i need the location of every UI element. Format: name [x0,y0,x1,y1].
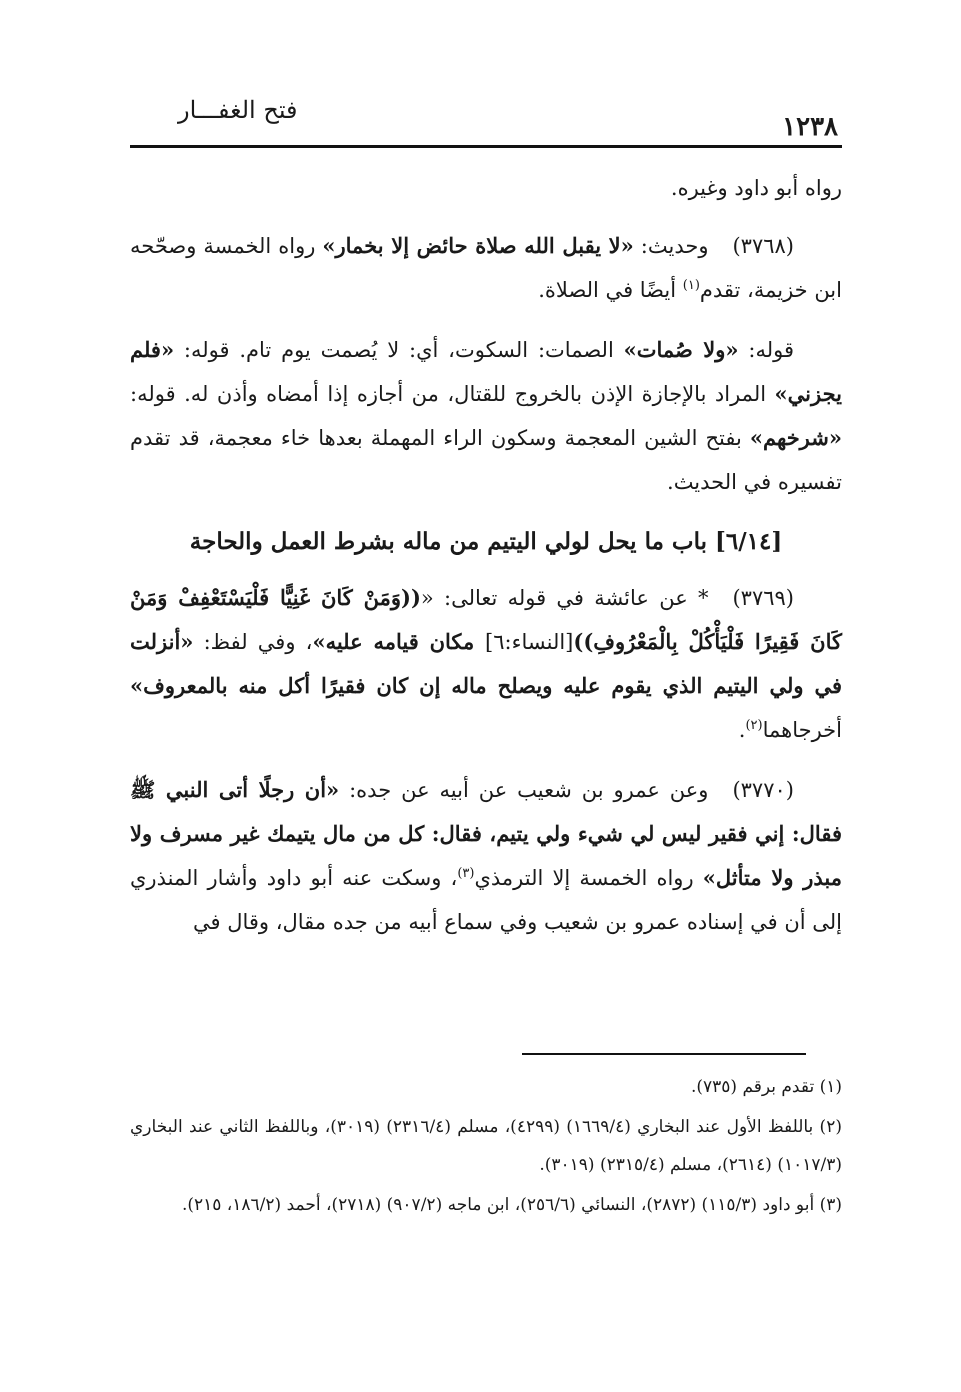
text-run: * عن عائشة في قوله تعالى: « [420,586,709,610]
quoted-term: «فلم يجزني» [130,337,842,406]
hadith-3770 [130,768,842,944]
book-title: فتح الغفـــار [178,96,298,124]
footnote-2: (٢) باللفظ الأول عند البخاري (١٦٦٩/٤) (٤٢٩٩)، مسلم (٢٣١٦/٤) (٣٠١٩)، وباللفظ الثاني عند البخاري (١٠١٧/٣) (٢٦١٤)، مسلم (٢٣١٥/٤) (٣٠١٩). [130,1117,842,1175]
footnote-ref: (١) [682,278,700,293]
hadith-number: (٣٧٧٠) [732,778,794,802]
text-run: أخرجاهما [762,718,842,742]
quoted-term: «ولا صُمات» [623,337,739,362]
text-run: وعن عمرو بن شعيب عن أبيه عن جده: [339,778,709,802]
page-header [130,96,842,148]
footnote-ref: (٣) [457,866,475,881]
text-run: . [738,718,746,742]
hadith-number: (٣٧٦٨) [732,234,794,258]
text-run: بفتح الشين المعجمة وسكون الراء المهملة بعدها خاء معجمة، قد تقدم تفسيره في الحديث. [130,426,842,494]
header-rule [130,145,842,148]
chapter-heading: [٦/١٤] باب ما يحل لولي اليتيم من ماله بشرط العمل والحاجة [189,528,783,555]
hadith-quote: «أن رجلًا أتى النبي ﷺ فقال: إني فقير ليس لي شيء ولي يتيم، فقال: كل من مال يتيمك غير مسرف ولا مبذر ولا متأثل» [130,777,842,890]
verse-reference: [النساء:٦] [485,630,574,654]
intro-line [130,166,842,210]
intro-text: رواه أبو داود وغيره. [670,176,842,200]
main-text [130,166,842,960]
commentary [130,328,842,504]
page-number: ١٢٣٨ [782,112,838,142]
hadith-3769 [130,576,842,752]
quran-verse: ((وَمَنْ كَانَ غَنِيًّا فَلْيَسْتَعْفِفْ وَمَنْ كَانَ فَقِيرًا فَلْيَأْكُلْ بِالْمَعْرُوفِ)) [130,585,842,654]
text-run: الصمات: السكوت، أي: لا يُصمت يوم تام. قوله: [174,338,624,362]
text-run: قوله: [738,338,794,362]
text-run: المراد بالإجازة الإذن بالخروج للقتال، من أجازه إذا أمضاه وأذن له. قوله: [130,382,775,406]
footnote-separator [522,1053,806,1055]
text-run: وحديث: [633,234,709,258]
hadith-quote: «لا يقبل الله صلاة حائض إلا بخمار» [322,233,634,258]
text-run: أيضًا في الصلاة. [538,278,683,302]
footnote-ref: (٢) [745,718,763,733]
hadith-number: (٣٧٦٩) [732,586,794,610]
text-run: رواه الخمسة إلا الترمذي [474,866,703,890]
hadith-quote: مكان قيامه عليه» [312,629,486,654]
footnotes [130,1068,842,1226]
text-run: ، وسكت عنه أبو داود وأشار المنذري إلى أن في إسناده عمرو بن شعيب وفي سماع أبيه من جده مقال، وقال في [130,866,842,934]
text-run: ، وفي لفظ: [193,630,313,654]
hadith-quote: «أنزلت في ولي اليتيم الذي يقوم عليه ويصلح ماله إن كان فقيرًا أكل منه بالمعروف» [130,629,842,698]
quoted-term: «شرخهم» [749,425,842,450]
footnote-1: (١) تقدم برقم (٧٣٥). [690,1077,842,1097]
footnote-3: (٣) أبو داود (١١٥/٣) (٢٨٧٢)، النسائي (٢٥٦/٦)، ابن ماجه (٩٠٧/٢) (٢٧١٨)، أحمد (١٨٦/٢، ٢١٥). [181,1195,842,1215]
text-run: رواه الخمسة وصحّحه ابن خزيمة، تقدم [130,234,842,302]
hadith-3768 [130,224,842,312]
